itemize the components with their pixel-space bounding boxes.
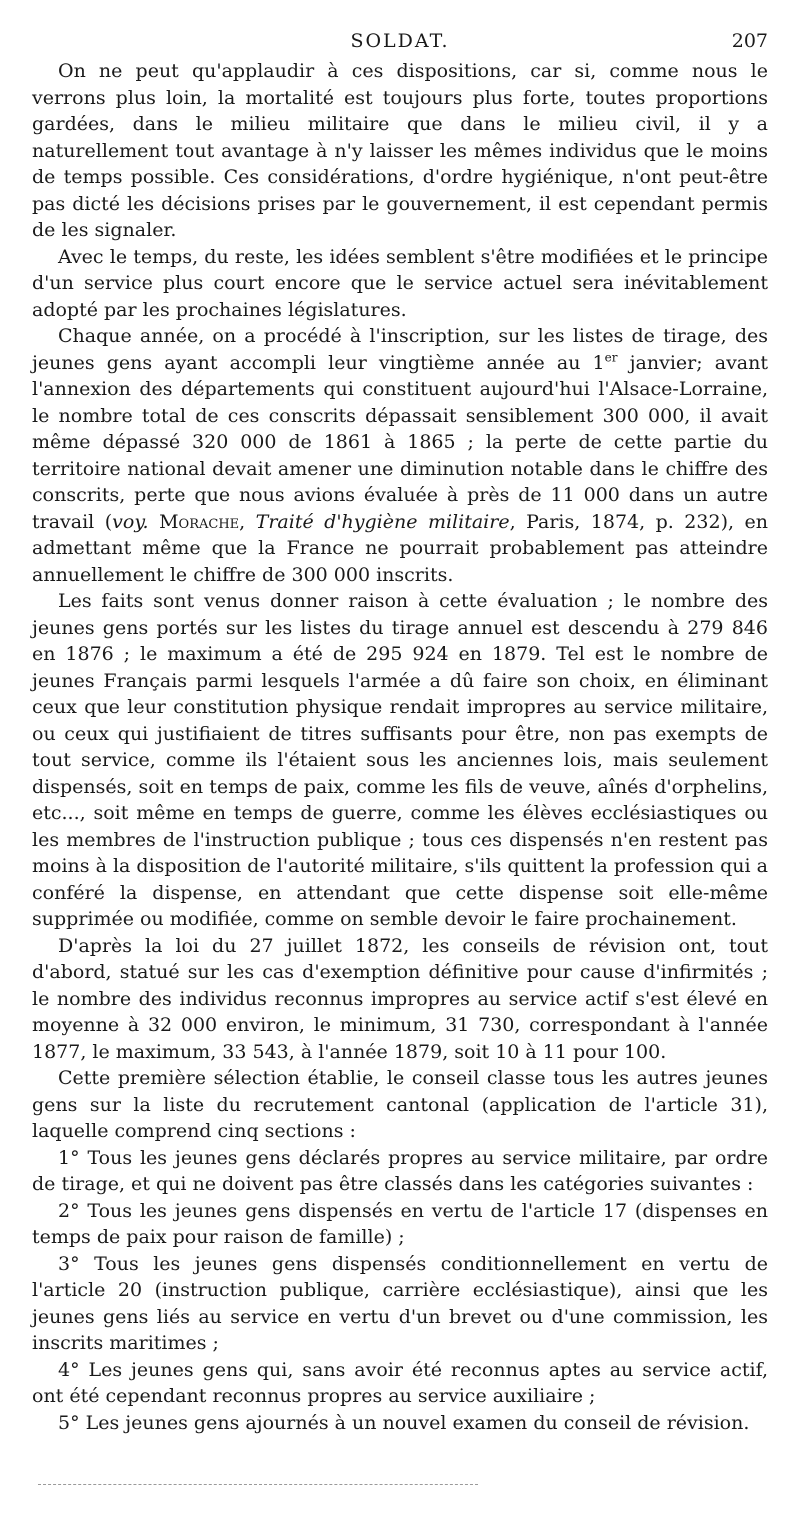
list-item: 3° Tous les jeunes gens dispensés conditionnellement en vertu de l'article 20 (instruction publique, carrière ecclésiastique), ainsi que les jeunes gens liés au service en vertu d'un brevet ou d'une commission, les inscrits maritimes ; bbox=[32, 1252, 768, 1354]
page-header bbox=[32, 28, 768, 58]
footer-dotted-rule bbox=[38, 1484, 478, 1485]
list-item: 1° Tous les jeunes gens déclarés propres au service militaire, par ordre de tirage, et qui ne doivent pas être classés dans les catégories suivantes : bbox=[32, 1146, 768, 1195]
running-title: SOLDAT. bbox=[350, 30, 450, 52]
list-item: 5° Les jeunes gens ajournés à un nouvel examen du conseil de révision. bbox=[58, 1411, 750, 1434]
list-item: 2° Tous les jeunes gens dispensés en vertu de l'article 17 (dispenses en temps de paix pour raison de famille) ; bbox=[32, 1199, 768, 1248]
paragraph: Cette première sélection établie, le conseil classe tous les autres jeunes gens sur la liste du recrutement cantonal (application de l'article 31), laquelle comprend cinq sections : bbox=[32, 1067, 768, 1142]
superscript: er bbox=[604, 350, 618, 365]
paragraph: Les faits sont venus donner raison à cette évaluation ; le nombre des jeunes gens portés sur les listes du tirage annuel est descendu à 279 846 en 1876 ; le maximum a été de 295 924 en 1879. Tel est le nombre de jeunes Français parmi lesquels l'armée a dû faire son choix, en éliminant ceux que leur constitution physique rendait impropres au service militaire, ou ceux qui justifiaient de titres suffisants pour être, non pas exempts de tout service, comme ils l'étaient sous les anciennes lois, mais seulement dispensés, soit en temps de paix, comme les fils de veuve, aînés d'orphelins, etc..., soit même en temps de guerre, comme les élèves ecclésiastiques ou les membres de l'instruction publique ; tous ces dispensés n'en restent pas moins à la disposition de l'autorité militaire, s'ils quittent la profession qui a conféré la dispense, en attendant que cette dispense soit elle-même supprimée ou modifiée, comme on semble devoir le faire prochainement. bbox=[32, 590, 768, 930]
body-text bbox=[32, 58, 768, 1436]
page-number: 207 bbox=[731, 30, 768, 52]
paragraph: Avec le temps, du reste, les idées semblent s'être modifiées et le principe d'un service plus court encore que le service actuel sera inévitablement adopté par les prochaines législatures. bbox=[32, 245, 768, 321]
text-span: Chaque année, on a procédé à l'inscription, sur les listes de tirage, des jeunes gens ayant accompli leur vingtième année au 1 bbox=[32, 325, 768, 374]
citation-voy: voy. bbox=[112, 510, 149, 533]
list-item: 4° Les jeunes gens qui, sans avoir été reconnus aptes au service actif, ont été cependant reconnus propres au service auxiliaire ; bbox=[32, 1358, 768, 1407]
paragraph: On ne peut qu'applaudir à ces dispositions, car si, comme nous le verrons plus loin, la mortalité est toujours plus forte, toutes proportions gardées, dans le milieu militaire que dans le milieu civil, il y a naturellement tout avantage à n'y laisser les mêmes individus que le moins de temps possible. Ces considérations, d'ordre hygiénique, n'ont peut-être pas dicté les décisions prises par le gouvernement, il est cependant permis de les signaler. bbox=[32, 60, 768, 241]
text-span: , Paris, 1874, p. 232), en admettant même que la France ne pourrait probablement pas atteindre annuellement le chiffre de 300 000 inscrits. bbox=[32, 510, 768, 586]
paragraph: D'après la loi du 27 juillet 1872, les conseils de révision ont, tout d'abord, statué sur les cas d'exemption définitive pour cause d'infirmités ; le nombre des individus reconnus impropres au service actif s'est élevé en moyenne à 32 000 environ, le minimum, 31 730, correspondant à l'année 1877, le maximum, 33 543, à l'année 1879, soit 10 à 11 pour 100. bbox=[32, 934, 768, 1063]
citation-author: Morache bbox=[159, 510, 240, 533]
paragraph-conscription bbox=[32, 323, 768, 588]
citation-title: Traité d'hygiène militaire bbox=[255, 510, 510, 533]
text-span: janvier; avant l'annexion des départements qui constituent aujourd'hui l'Alsace-Lorraine, le nombre total de ces conscrits dépassait sensiblement 300 000, il avait même dépassé 320 000 de 1861 à 1865 ; la perte de cette partie du territoire national devait amener une diminution notable dans le chiffre des conscrits, perte que nous avions évaluée à près de 11 000 dans un autre travail ( bbox=[32, 351, 769, 533]
book-page bbox=[32, 28, 768, 1436]
text-span: , bbox=[239, 510, 256, 533]
